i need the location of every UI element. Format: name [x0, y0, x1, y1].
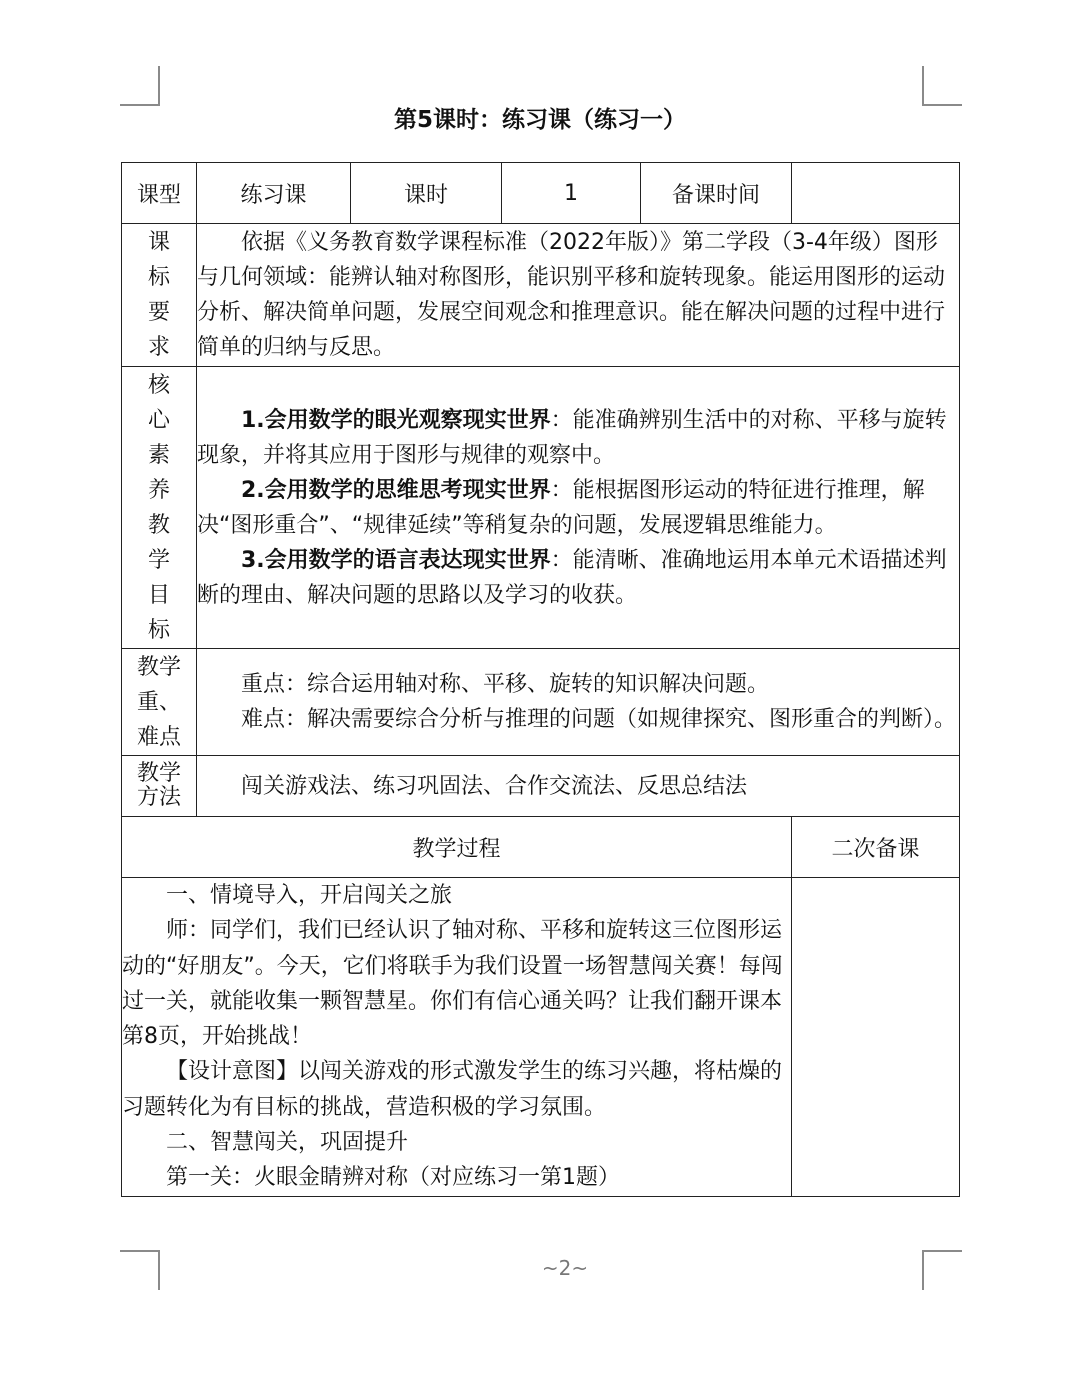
key-point: 重点：综合运用轴对称、平移、旋转的知识解决问题。 [241, 672, 770, 697]
standard-text-cell [197, 224, 960, 367]
methods-text: 闯关游戏法、练习巩固法、合作交流法、反思总结法 [241, 773, 748, 799]
hours-value: 1 [502, 163, 641, 224]
type-value: 练习课 [197, 163, 351, 224]
process-content [122, 878, 792, 1197]
objectives-row [122, 367, 960, 649]
process-line: 一、情境导入，开启闯关之旅 [166, 883, 453, 908]
info-row [122, 163, 960, 224]
prep-time-label: 备课时间 [641, 163, 792, 224]
lesson-info-table [121, 162, 960, 817]
objective-item: 2.会用数学的思维思考现实世界：能根据图形运动的特征进行推理，解决“图形重合”、“规律延续”等稍复杂的问题，发展逻辑思维能力。 [197, 477, 925, 538]
crop-mark-bottom-right [922, 1250, 962, 1290]
standard-label: 课 标 要 求 [122, 224, 197, 367]
key-points-row [122, 649, 960, 756]
prep-time-value [792, 163, 960, 224]
process-line: 师：同学们，我们已经认识了轴对称、平移和旋转这三位图形运动的“好朋友”。今天，它们将联手为我们设置一场智慧闯关赛！每闯过一关，就能收集一颗智慧星。你们有信心通关吗？让我们翻开课本第8页，开始挑战！ [122, 918, 783, 1050]
objective-item: 3.会用数学的语言表达现实世界：能清晰、准确地运用本单元术语描述判断的理由、解决问题的思路以及学习的收获。 [197, 547, 947, 608]
process-body-row [122, 878, 960, 1197]
page-number: ~2~ [541, 1256, 589, 1280]
process-header: 教学过程 [122, 817, 792, 878]
difficult-point: 难点：解决需要综合分析与推理的问题（如规律探究、图形重合的判断）。 [241, 707, 957, 732]
process-header-row [122, 817, 960, 878]
methods-row [122, 756, 960, 817]
page-title: 第5课时：练习课（练习一） [393, 107, 686, 133]
second-prep-cell [792, 878, 960, 1197]
hours-label: 课时 [351, 163, 502, 224]
crop-mark-bottom-left [120, 1250, 160, 1290]
objective-item: 1.会用数学的眼光观察现实世界：能准确辨别生活中的对称、平移与旋转现象，并将其应用于图形与规律的观察中。 [197, 407, 947, 468]
type-label: 课型 [122, 163, 197, 224]
teaching-process-table [121, 816, 960, 1197]
second-prep-header: 二次备课 [792, 817, 960, 878]
methods-text-cell [197, 756, 960, 817]
key-points-label: 教学 重、 难点 [122, 649, 197, 756]
standard-text: 依据《义务教育数学课程标准（2022年版）》第二学段（3-4年级）图形与几何领域：能辨认轴对称图形，能识别平移和旋转现象。能运用图形的运动分析、解决简单问题，发展空间观念和推理意识。能在解决问题的过程中进行简单的归纳与反思。 [197, 230, 946, 360]
standard-row [122, 224, 960, 367]
process-line: 第一关：火眼金睛辨对称（对应练习一第1题） [166, 1165, 620, 1191]
process-line: 二、智慧闯关，巩固提升 [166, 1130, 409, 1156]
objectives-text-cell [197, 367, 960, 649]
methods-label: 教学 方法 [122, 756, 197, 817]
process-line: 【设计意图】以闯关游戏的形式激发学生的练习兴趣，将枯燥的习题转化为有目标的挑战，营造积极的学习氛围。 [122, 1059, 783, 1120]
key-points-text-cell [197, 649, 960, 756]
objectives-label: 核 心 素 养 教 学 目 标 [122, 367, 197, 649]
